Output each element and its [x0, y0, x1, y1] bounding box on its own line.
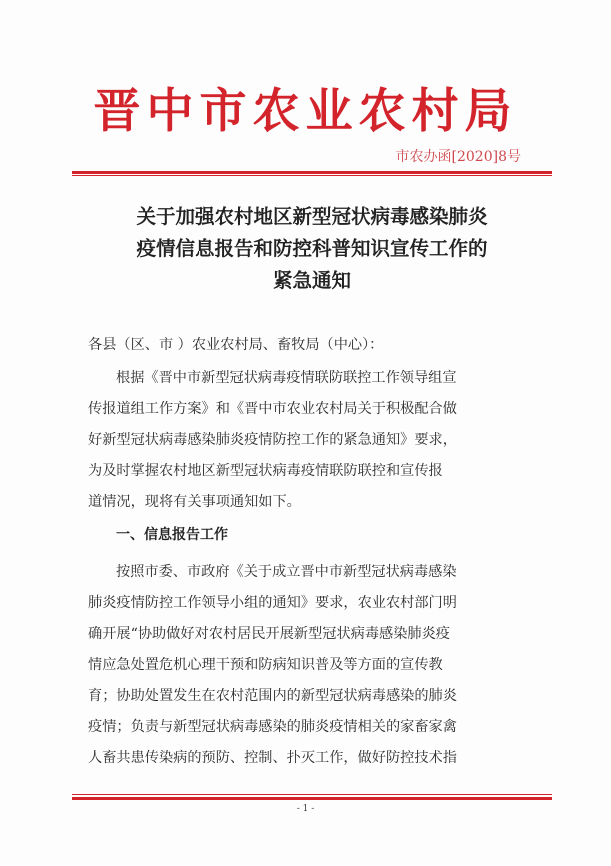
section-1-line-5: 育；协助处置发生在农村范围内的新型冠状病毒感染的肺炎 [88, 688, 457, 704]
header-rule-thick [72, 171, 552, 174]
section-1-line-3: 确开展“协助做好对农村居民开展新型冠状病毒感染肺炎疫 [88, 626, 450, 642]
section-1-line-7: 人畜共患传染病的预防、控制、扑灭工作，做好防控技术指 [88, 750, 457, 766]
footer-rule-thin [72, 794, 552, 795]
header-rule-thin [72, 175, 552, 176]
notice-title-line-1: 关于加强农村地区新型冠状病毒感染肺炎 [136, 205, 488, 228]
document-number: 市农办函[2020]8号 [395, 149, 521, 165]
footer-rule-thick [72, 797, 552, 800]
intro-line-4: 为及时掌握农村地区新型冠状病毒疫情联防联控和宣传报 [88, 463, 443, 479]
intro-line-5: 道情况，现将有关事项通知如下。 [88, 494, 301, 510]
notice-title [72, 201, 552, 297]
page-number: - 1 - [296, 804, 315, 814]
notice-title-line-3: 紧急通知 [272, 269, 351, 292]
salutation: 各县（区、市 ）农业农村局、畜牧局（中心）： [88, 337, 384, 353]
intro-line-3: 好新型冠状病毒感染肺炎疫情防控工作的紧急通知》要求， [88, 432, 457, 448]
section-1-line-2: 肺炎疫情防控工作领导小组的通知》要求，农业农村部门明 [88, 595, 457, 611]
intro-line-1: 根据《晋中市新型冠状病毒疫情联防联控工作领导组宣 [116, 370, 457, 386]
section-1-paragraph [88, 557, 548, 774]
notice-title-line-2: 疫情信息报告和防控科普知识宣传工作的 [136, 237, 488, 260]
section-1-line-4: 情应急处置危机心理干预和防病知识普及等方面的宣传教 [88, 657, 443, 673]
section-1-line-1: 按照市委、市政府《关于成立晋中市新型冠状病毒感染 [116, 564, 457, 580]
section-1-line-6: 疫情；负责与新型冠状病毒感染的肺炎疫情相关的家畜家禽 [88, 719, 457, 735]
issuing-authority-header: 晋中市农业农村局 [93, 84, 518, 139]
intro-paragraph [88, 363, 548, 518]
section-heading-1: 一、信息报告工作 [116, 527, 228, 543]
salutation-block [88, 330, 548, 361]
intro-line-2: 传报道组工作方案》和《晋中市农业农村局关于积极配合做 [88, 401, 457, 417]
